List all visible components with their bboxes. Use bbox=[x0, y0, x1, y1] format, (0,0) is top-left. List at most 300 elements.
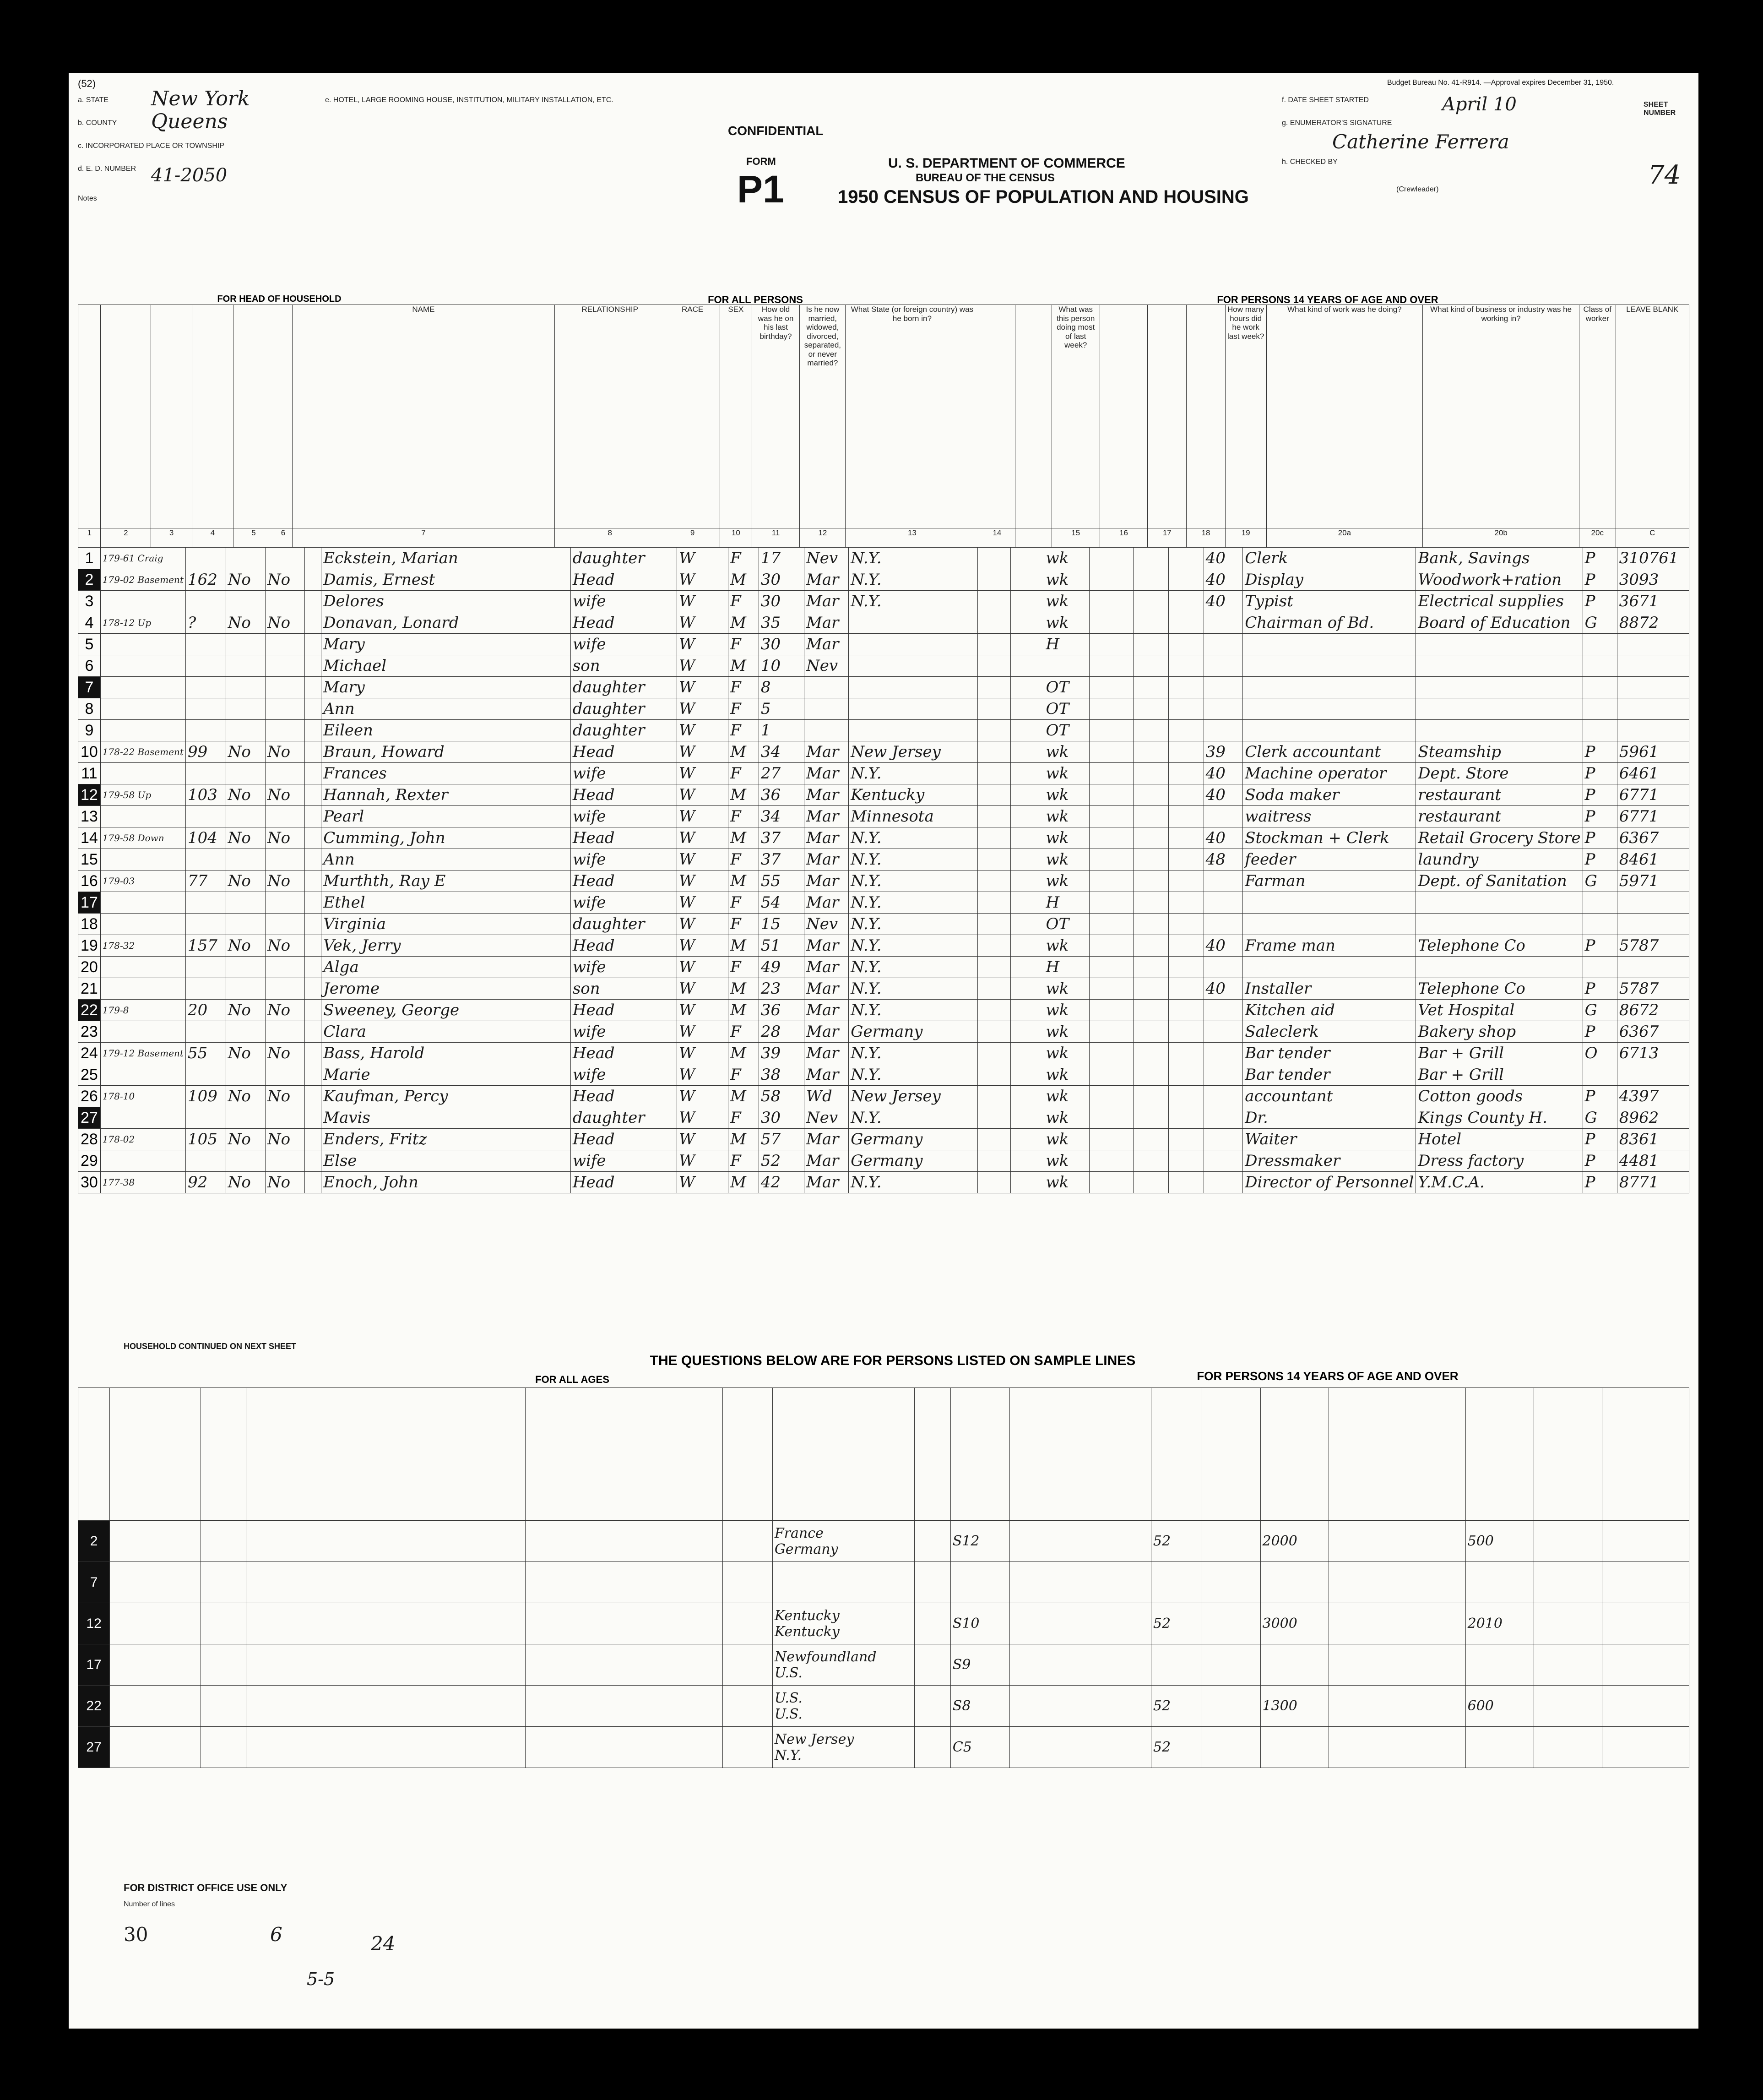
col-number: 20a bbox=[1266, 528, 1423, 547]
sample-line: 22 bbox=[78, 1686, 110, 1727]
empty-cell bbox=[305, 612, 321, 634]
cell-line: 2 bbox=[78, 569, 101, 591]
cell-ind: Vet Hospital bbox=[1416, 1000, 1583, 1021]
cell-rel: daughter bbox=[570, 914, 677, 935]
ed-number: 41-2050 bbox=[151, 165, 228, 186]
cell-rel: Head bbox=[570, 569, 677, 591]
sample-mother: U.S. bbox=[774, 1706, 803, 1722]
empty-cell bbox=[1201, 1644, 1260, 1686]
cell-occ: waitress bbox=[1243, 806, 1416, 827]
empty-cell bbox=[1133, 1086, 1168, 1107]
cell-doing: wk bbox=[1044, 591, 1090, 612]
cell-ind: Kings County H. bbox=[1416, 1107, 1583, 1129]
cell-race: W bbox=[677, 849, 728, 870]
empty-cell bbox=[1168, 957, 1204, 978]
table-row bbox=[78, 677, 1689, 698]
cell-occ: Frame man bbox=[1243, 935, 1416, 957]
empty-cell bbox=[977, 1000, 1011, 1021]
empty-cell bbox=[1090, 741, 1133, 763]
empty-cell bbox=[1168, 1043, 1204, 1064]
cell-doing: wk bbox=[1044, 849, 1090, 870]
empty-cell bbox=[305, 827, 321, 849]
cell-no bbox=[185, 806, 226, 827]
cell-sex: M bbox=[728, 569, 759, 591]
empty-cell bbox=[1090, 1107, 1133, 1129]
cell-line: 3 bbox=[78, 591, 101, 612]
district-total-label: Number of lines bbox=[124, 1900, 175, 1908]
cell-line: 28 bbox=[78, 1129, 101, 1150]
cell-no: 109 bbox=[185, 1086, 226, 1107]
empty-cell bbox=[1090, 1172, 1133, 1193]
col-number: 18 bbox=[1187, 528, 1226, 547]
cell-cls bbox=[1583, 892, 1617, 914]
empty-cell bbox=[1168, 677, 1204, 698]
cell-birth bbox=[849, 677, 977, 698]
cell-race: W bbox=[677, 935, 728, 957]
empty-cell bbox=[305, 763, 321, 784]
cell-cls bbox=[1583, 655, 1617, 677]
cell-hrs: 48 bbox=[1204, 849, 1243, 870]
marital-column-head: Is he now married, widowed, divorced, separated, or never married? bbox=[800, 305, 846, 528]
cell-no bbox=[185, 591, 226, 612]
occupation-column-head: What kind of work was he doing? bbox=[1266, 305, 1423, 528]
cell-hrs bbox=[1204, 677, 1243, 698]
empty-cell bbox=[1133, 1129, 1168, 1150]
cell-name: Murthth, Ray E bbox=[321, 870, 571, 892]
col-number: 16 bbox=[1100, 528, 1148, 547]
cell-sex: F bbox=[728, 548, 759, 569]
cell-ind: Bakery shop bbox=[1416, 1021, 1583, 1043]
cell-line: 24 bbox=[78, 1043, 101, 1064]
col-number: 10 bbox=[720, 528, 752, 547]
empty-cell bbox=[977, 569, 1011, 591]
empty-cell bbox=[1329, 1521, 1397, 1562]
empty-cell bbox=[914, 1686, 950, 1727]
cell-rel: son bbox=[570, 655, 677, 677]
cell-age: 36 bbox=[759, 784, 804, 806]
cell-birth bbox=[849, 720, 977, 741]
sample-income bbox=[1260, 1562, 1329, 1603]
cell-acres bbox=[265, 806, 304, 827]
cell-occ: Machine operator bbox=[1243, 763, 1416, 784]
empty-cell bbox=[1168, 741, 1204, 763]
cell-hrs bbox=[1204, 1000, 1243, 1021]
empty-cell bbox=[1011, 1021, 1044, 1043]
cell-doing: wk bbox=[1044, 741, 1090, 763]
cell-race: W bbox=[677, 892, 728, 914]
cell-cls: P bbox=[1583, 978, 1617, 1000]
cell-no: 162 bbox=[185, 569, 226, 591]
cell-no: 55 bbox=[185, 1043, 226, 1064]
sheet-number: 74 bbox=[1648, 160, 1681, 190]
cell-age: 27 bbox=[759, 763, 804, 784]
empty-cell bbox=[977, 1043, 1011, 1064]
cell-doing: H bbox=[1044, 892, 1090, 914]
table-row bbox=[78, 569, 1689, 591]
cell-doing: wk bbox=[1044, 1086, 1090, 1107]
empty-cell bbox=[1602, 1521, 1689, 1562]
all-persons-heading: FOR ALL PERSONS bbox=[708, 294, 803, 305]
cell-rel: Head bbox=[570, 1129, 677, 1150]
empty-cell bbox=[110, 1603, 155, 1644]
bureau: BUREAU OF THE CENSUS bbox=[916, 172, 1055, 184]
empty-cell bbox=[1133, 1000, 1168, 1021]
cell-mar: Mar bbox=[804, 1021, 849, 1043]
cell-sex: M bbox=[728, 612, 759, 634]
sample-father bbox=[772, 1603, 914, 1644]
form-label: FORM bbox=[746, 156, 776, 167]
empty-cell bbox=[1133, 612, 1168, 634]
empty-cell bbox=[1168, 763, 1204, 784]
cell-cls bbox=[1583, 957, 1617, 978]
cell-street bbox=[100, 655, 185, 677]
cell-cls: P bbox=[1583, 763, 1617, 784]
cell-birth: N.Y. bbox=[849, 591, 977, 612]
cell-rel: Head bbox=[570, 1086, 677, 1107]
empty-cell bbox=[977, 741, 1011, 763]
cell-race: W bbox=[677, 806, 728, 827]
empty-cell bbox=[1055, 1686, 1151, 1727]
empty-cell bbox=[246, 1562, 526, 1603]
empty-cell bbox=[1168, 612, 1204, 634]
empty-cell bbox=[1133, 741, 1168, 763]
cell-sex: F bbox=[728, 1107, 759, 1129]
cell-mar bbox=[804, 720, 849, 741]
cell-code: 310761 bbox=[1617, 548, 1689, 569]
cell-acres bbox=[265, 677, 304, 698]
empty-cell bbox=[305, 655, 321, 677]
cell-ind: Hotel bbox=[1416, 1129, 1583, 1150]
cell-name: Mavis bbox=[321, 1107, 571, 1129]
race-column-head: RACE bbox=[665, 305, 720, 528]
cell-race: W bbox=[677, 591, 728, 612]
census-sheet bbox=[69, 73, 1698, 2029]
cell-code bbox=[1617, 957, 1689, 978]
cell-occ: Soda maker bbox=[1243, 784, 1416, 806]
empty-cell bbox=[722, 1644, 772, 1686]
cell-occ: Dr. bbox=[1243, 1107, 1416, 1129]
cell-no: 77 bbox=[185, 870, 226, 892]
cell-street: 179-58 Up bbox=[100, 784, 185, 806]
sample-father: Kentucky bbox=[774, 1607, 840, 1624]
table-row bbox=[78, 978, 1689, 1000]
sample-other bbox=[1465, 1727, 1534, 1768]
empty-cell bbox=[722, 1562, 772, 1603]
empty-cell bbox=[1168, 698, 1204, 720]
cell-farm: No bbox=[226, 1086, 265, 1107]
empty-cell bbox=[1011, 1064, 1044, 1086]
col-number: 9 bbox=[665, 528, 720, 547]
margin-note: 5-5 bbox=[307, 1969, 335, 1989]
cell-race: W bbox=[677, 1150, 728, 1172]
empty-cell bbox=[1602, 1603, 1689, 1644]
cell-hrs: 39 bbox=[1204, 741, 1243, 763]
table-row bbox=[78, 849, 1689, 870]
cell-cls: P bbox=[1583, 1086, 1617, 1107]
sample-grade: C5 bbox=[950, 1727, 1009, 1768]
empty-cell bbox=[1168, 827, 1204, 849]
cell-occ bbox=[1243, 957, 1416, 978]
cell-age: 8 bbox=[759, 677, 804, 698]
empty-cell bbox=[1090, 935, 1133, 957]
cell-name: Enders, Fritz bbox=[321, 1129, 571, 1150]
cell-acres: No bbox=[265, 1000, 304, 1021]
col-number: 17 bbox=[1148, 528, 1187, 547]
cell-sex: M bbox=[728, 978, 759, 1000]
sex-column-head: SEX bbox=[720, 305, 752, 528]
cell-code: 5961 bbox=[1617, 741, 1689, 763]
cell-occ: Chairman of Bd. bbox=[1243, 612, 1416, 634]
col-number: 19 bbox=[1225, 528, 1266, 547]
empty-cell bbox=[1090, 655, 1133, 677]
sample-other: 600 bbox=[1465, 1686, 1534, 1727]
empty-cell bbox=[155, 1521, 201, 1562]
cell-mar: Mar bbox=[804, 634, 849, 655]
empty-cell bbox=[1090, 914, 1133, 935]
cell-race: W bbox=[677, 914, 728, 935]
table-row bbox=[78, 1043, 1689, 1064]
cell-age: 17 bbox=[759, 548, 804, 569]
cell-line: 15 bbox=[78, 849, 101, 870]
empty-cell bbox=[305, 914, 321, 935]
empty-cell bbox=[1133, 1172, 1168, 1193]
cell-farm: No bbox=[226, 612, 265, 634]
empty-cell bbox=[1090, 1021, 1133, 1043]
cell-hrs bbox=[1204, 957, 1243, 978]
crewleader-label: (Crewleader) bbox=[1396, 185, 1439, 193]
empty-cell bbox=[305, 1086, 321, 1107]
empty-cell bbox=[1090, 569, 1133, 591]
cell-doing: wk bbox=[1044, 1000, 1090, 1021]
cell-cls: P bbox=[1583, 591, 1617, 612]
district-total: 30 bbox=[124, 1923, 148, 1946]
empty-cell bbox=[305, 741, 321, 763]
cell-name: Ann bbox=[321, 698, 571, 720]
column-header-table bbox=[78, 305, 1689, 547]
cell-street: 179-58 Down bbox=[100, 827, 185, 849]
cell-street: 178-10 bbox=[100, 1086, 185, 1107]
cell-sex: M bbox=[728, 655, 759, 677]
cell-code: 6771 bbox=[1617, 806, 1689, 827]
birthplace-column-head: What State (or foreign country) was he born in? bbox=[846, 305, 979, 528]
cell-age: 30 bbox=[759, 569, 804, 591]
empty-cell bbox=[1133, 1064, 1168, 1086]
empty-cell bbox=[1168, 1150, 1204, 1172]
cell-age: 5 bbox=[759, 698, 804, 720]
cell-age: 57 bbox=[759, 1129, 804, 1150]
cell-line: 6 bbox=[78, 655, 101, 677]
cell-age: 37 bbox=[759, 849, 804, 870]
cell-name: Kaufman, Percy bbox=[321, 1086, 571, 1107]
district-count-2: 6 bbox=[270, 1923, 282, 1946]
sample-father: U.S. bbox=[774, 1690, 803, 1706]
empty-cell bbox=[1011, 763, 1044, 784]
empty-cell bbox=[110, 1727, 155, 1768]
cell-ind: Telephone Co bbox=[1416, 978, 1583, 1000]
cell-birth bbox=[849, 655, 977, 677]
cell-age: 36 bbox=[759, 1000, 804, 1021]
empty-cell bbox=[1090, 870, 1133, 892]
cell-hrs: 40 bbox=[1204, 763, 1243, 784]
cell-farm bbox=[226, 720, 265, 741]
cell-ind: laundry bbox=[1416, 849, 1583, 870]
cell-name: Braun, Howard bbox=[321, 741, 571, 763]
table-row bbox=[78, 720, 1689, 741]
cell-race: W bbox=[677, 1129, 728, 1150]
cell-no bbox=[185, 978, 226, 1000]
cell-code: 5787 bbox=[1617, 978, 1689, 1000]
cell-street bbox=[100, 634, 185, 655]
persons-14-lower-heading: FOR PERSONS 14 YEARS OF AGE AND OVER bbox=[1197, 1369, 1459, 1383]
cell-no: 104 bbox=[185, 827, 226, 849]
cell-sex: F bbox=[728, 698, 759, 720]
cell-line: 12 bbox=[78, 784, 101, 806]
sample-mother: U.S. bbox=[774, 1665, 803, 1681]
cell-age: 34 bbox=[759, 741, 804, 763]
cell-mar: Nev bbox=[804, 548, 849, 569]
cell-ind: Bar + Grill bbox=[1416, 1043, 1583, 1064]
sample-father bbox=[772, 1562, 914, 1603]
cell-farm bbox=[226, 1021, 265, 1043]
cell-code: 6461 bbox=[1617, 763, 1689, 784]
cell-age: 1 bbox=[759, 720, 804, 741]
cell-cls bbox=[1583, 720, 1617, 741]
cell-cls: P bbox=[1583, 849, 1617, 870]
cell-cls: P bbox=[1583, 741, 1617, 763]
sample-weeks: 52 bbox=[1151, 1603, 1201, 1644]
cell-race: W bbox=[677, 1086, 728, 1107]
empty-cell bbox=[1133, 935, 1168, 957]
sample-income bbox=[1260, 1727, 1329, 1768]
col-number: 8 bbox=[555, 528, 665, 547]
empty-cell bbox=[977, 784, 1011, 806]
cell-race: W bbox=[677, 1000, 728, 1021]
cell-line: 26 bbox=[78, 1086, 101, 1107]
name-column-head: NAME bbox=[292, 305, 555, 528]
empty-cell bbox=[977, 698, 1011, 720]
cell-acres bbox=[265, 1150, 304, 1172]
cell-rel: wife bbox=[570, 1064, 677, 1086]
empty-cell bbox=[1011, 1043, 1044, 1064]
cell-age: 38 bbox=[759, 1064, 804, 1086]
cell-name: Mary bbox=[321, 677, 571, 698]
cell-rel: daughter bbox=[570, 720, 677, 741]
empty-cell bbox=[1011, 978, 1044, 1000]
empty-cell bbox=[914, 1521, 950, 1562]
cell-street bbox=[100, 720, 185, 741]
cell-farm bbox=[226, 591, 265, 612]
sample-other: 2010 bbox=[1465, 1603, 1534, 1644]
sample-other bbox=[1465, 1562, 1534, 1603]
cell-acres bbox=[265, 634, 304, 655]
cell-sex: F bbox=[728, 720, 759, 741]
sheet-label: SHEET NUMBER bbox=[1644, 101, 1676, 117]
cell-rel: wife bbox=[570, 1021, 677, 1043]
for-all-ages-heading: FOR ALL AGES bbox=[535, 1374, 609, 1385]
date-started: April 10 bbox=[1442, 94, 1517, 115]
district-count-3: 24 bbox=[371, 1932, 396, 1955]
empty-cell bbox=[1329, 1603, 1397, 1644]
col-number: 7 bbox=[292, 528, 555, 547]
age-column-head: How old was he on his last birthday? bbox=[752, 305, 800, 528]
table-row bbox=[78, 612, 1689, 634]
cell-street: 177-38 bbox=[100, 1172, 185, 1193]
cell-farm bbox=[226, 698, 265, 720]
empty-cell bbox=[155, 1562, 201, 1603]
cell-name: Cumming, John bbox=[321, 827, 571, 849]
cell-farm bbox=[226, 978, 265, 1000]
cell-cls: O bbox=[1583, 1043, 1617, 1064]
cell-occ bbox=[1243, 634, 1416, 655]
cell-hrs bbox=[1204, 1021, 1243, 1043]
cell-code: 4481 bbox=[1617, 1150, 1689, 1172]
sample-row bbox=[78, 1562, 1689, 1603]
empty-cell bbox=[1168, 978, 1204, 1000]
empty-cell bbox=[1055, 1562, 1151, 1603]
cell-age: 28 bbox=[759, 1021, 804, 1043]
cell-code bbox=[1617, 1064, 1689, 1086]
cell-hrs bbox=[1204, 1129, 1243, 1150]
cell-acres: No bbox=[265, 827, 304, 849]
place-label: c. INCORPORATED PLACE OR TOWNSHIP bbox=[78, 142, 225, 150]
cell-rel: Head bbox=[570, 827, 677, 849]
cell-farm: No bbox=[226, 569, 265, 591]
cell-code: 8461 bbox=[1617, 849, 1689, 870]
table-row bbox=[78, 806, 1689, 827]
empty-cell bbox=[305, 806, 321, 827]
cell-race: W bbox=[677, 957, 728, 978]
cell-sex: F bbox=[728, 763, 759, 784]
cell-name: Else bbox=[321, 1150, 571, 1172]
cell-birth: N.Y. bbox=[849, 1043, 977, 1064]
empty-cell bbox=[246, 1686, 526, 1727]
cell-sex: F bbox=[728, 634, 759, 655]
empty-cell bbox=[1055, 1727, 1151, 1768]
cell-no: 99 bbox=[185, 741, 226, 763]
cell-race: W bbox=[677, 1021, 728, 1043]
cell-occ: feeder bbox=[1243, 849, 1416, 870]
cell-race: W bbox=[677, 784, 728, 806]
table-row bbox=[78, 935, 1689, 957]
cell-no bbox=[185, 698, 226, 720]
enumerator-label: g. ENUMERATOR'S SIGNATURE bbox=[1282, 119, 1392, 127]
cell-acres bbox=[265, 763, 304, 784]
empty-cell bbox=[1534, 1727, 1602, 1768]
cell-sex: F bbox=[728, 957, 759, 978]
household-continued-label: HOUSEHOLD CONTINUED ON NEXT SHEET bbox=[124, 1342, 297, 1351]
empty-cell bbox=[1090, 806, 1133, 827]
cell-cls bbox=[1583, 914, 1617, 935]
empty-cell bbox=[1133, 806, 1168, 827]
cell-acres: No bbox=[265, 784, 304, 806]
cell-race: W bbox=[677, 634, 728, 655]
class-column-head: Class of worker bbox=[1579, 305, 1616, 528]
cell-name: Frances bbox=[321, 763, 571, 784]
cell-occ: Farman bbox=[1243, 870, 1416, 892]
cell-name: Jerome bbox=[321, 978, 571, 1000]
sample-line: 2 bbox=[78, 1521, 110, 1562]
empty-cell bbox=[1397, 1562, 1465, 1603]
cell-race: W bbox=[677, 1172, 728, 1193]
empty-cell bbox=[914, 1727, 950, 1768]
cell-name: Alga bbox=[321, 957, 571, 978]
cell-street bbox=[100, 1021, 185, 1043]
empty-cell bbox=[1168, 849, 1204, 870]
empty-cell bbox=[1011, 806, 1044, 827]
cell-occ: Dressmaker bbox=[1243, 1150, 1416, 1172]
empty-cell bbox=[1133, 569, 1168, 591]
cell-age: 35 bbox=[759, 612, 804, 634]
